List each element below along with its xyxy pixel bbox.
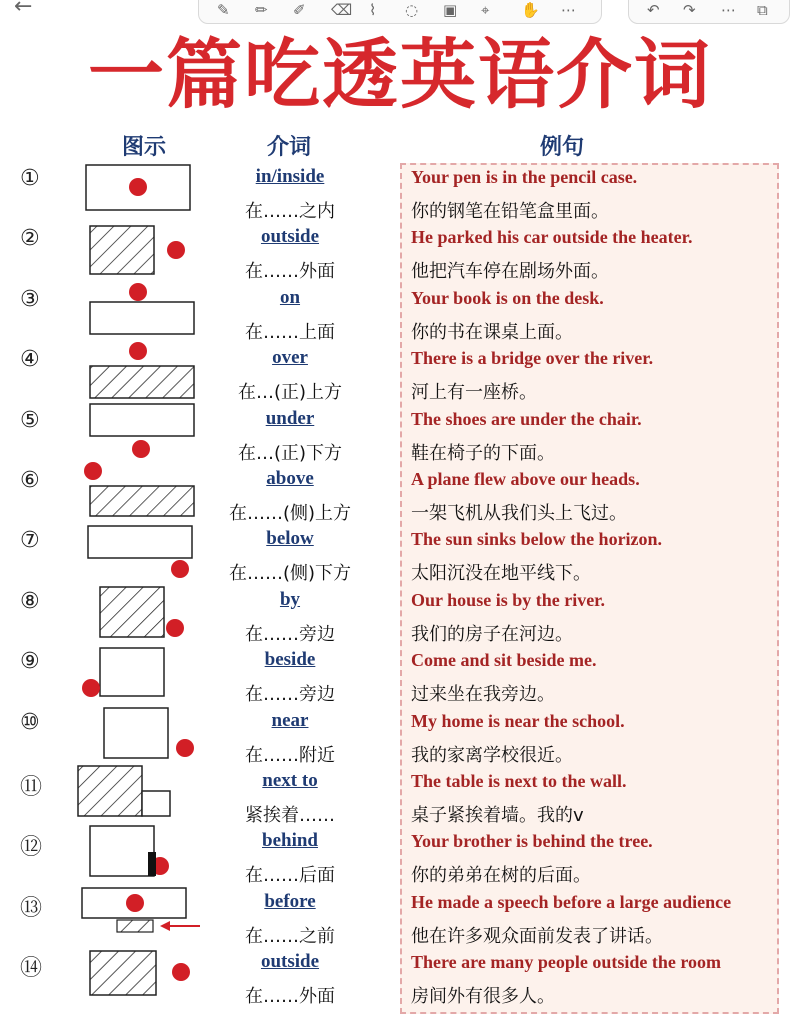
preposition-word: beside <box>264 649 316 671</box>
shape-icon[interactable]: ◌ <box>405 1 419 19</box>
row-number: ② <box>20 226 40 252</box>
preposition-word: below <box>266 528 314 550</box>
preposition-word: outside <box>260 951 320 973</box>
example-english: Your pen is in the pencil case. <box>411 167 638 187</box>
diagram-below <box>88 526 192 578</box>
example-english: There is a bridge over the river. <box>411 348 654 369</box>
preposition-word: before <box>264 890 316 912</box>
diagram-outside <box>90 226 185 274</box>
preposition-word: under <box>265 407 315 429</box>
diagram-behind <box>90 826 169 876</box>
back-icon[interactable]: ← <box>14 0 33 19</box>
preposition-word: next to <box>262 770 318 791</box>
example-chinese: 我们的房子在河边。 <box>411 623 573 645</box>
example-chinese: 你的钢笔在铅笔盒里面。 <box>411 201 609 222</box>
page-title: 一篇吃透英语介词 <box>88 30 712 119</box>
preposition-word: above <box>266 468 314 489</box>
example-english: Our house is by the river. <box>411 589 606 610</box>
row-number: ③ <box>20 286 40 312</box>
example-chinese: 你的弟弟在树的后面。 <box>411 865 591 887</box>
row-number: ⑫ <box>20 835 43 861</box>
example-chinese: 房间外有很多人。 <box>411 986 555 1008</box>
preposition-meaning: 在……后面 <box>245 865 335 887</box>
more-icon[interactable]: ⋯ <box>721 1 736 19</box>
example-chinese: 过来坐在我旁边。 <box>411 684 555 706</box>
preposition-meaning: 在…(正)上方 <box>237 382 343 404</box>
more-tools-icon[interactable]: ⋯ <box>561 1 576 19</box>
example-english: Your brother is behind the tree. <box>411 831 653 852</box>
redo-icon[interactable]: ↷ <box>683 1 696 19</box>
preposition-meaning: 在……旁边 <box>245 684 335 706</box>
pen-icon[interactable]: ✎ <box>217 1 230 19</box>
diagram-by <box>100 587 184 637</box>
hand-icon[interactable]: ✋ <box>521 1 540 19</box>
row-number: ⑬ <box>20 895 43 921</box>
diagram-on <box>90 283 194 334</box>
preposition-meaning: 在……附近 <box>245 744 335 766</box>
copy-icon[interactable]: ⧉ <box>757 1 768 19</box>
example-chinese: 太阳沉没在地平线下。 <box>411 563 591 585</box>
example-chinese: 河上有一座桥。 <box>411 382 537 404</box>
preposition-word: on <box>279 286 301 308</box>
example-english: My home is near the school. <box>411 710 625 731</box>
example-english: He parked his car outside the heater. <box>411 227 693 248</box>
row-number: ⑧ <box>20 588 40 614</box>
example-chinese: 他把汽车停在剧场外面。 <box>411 261 609 283</box>
example-chinese: 鞋在椅子的下面。 <box>411 442 555 464</box>
row-number: ⑦ <box>20 528 40 554</box>
preposition-word: in/inside <box>255 166 325 187</box>
example-chinese: 一架飞机从我们头上飞过。 <box>411 503 627 524</box>
preposition-word: by <box>279 588 301 610</box>
preposition-meaning: 在……(侧)下方 <box>228 563 352 585</box>
example-chinese: 他在许多观众面前发表了讲话。 <box>411 925 663 947</box>
preposition-meaning: 在……上面 <box>245 321 335 343</box>
example-english: Your book is on the desk. <box>411 287 604 308</box>
preposition-meaning: 在……外面 <box>245 261 335 283</box>
pencil-icon[interactable]: ✏ <box>255 1 268 19</box>
diagram-before <box>82 888 200 932</box>
preposition-word: outside <box>260 226 320 248</box>
diagram-in <box>86 165 190 210</box>
example-english: The sun sinks below the horizon. <box>411 529 663 550</box>
example-chinese: 桌子紧挨着墙。我的v <box>411 805 584 826</box>
header-example: 例句 <box>540 135 585 160</box>
preposition-meaning: 在……之前 <box>245 925 335 947</box>
preposition-meaning: 紧挨着…… <box>245 805 335 826</box>
preposition-meaning: 在……旁边 <box>245 623 335 645</box>
row-number: ⑨ <box>20 649 40 675</box>
example-english: The shoes are under the chair. <box>411 408 642 429</box>
example-english: He made a speech before a large audience <box>411 891 732 912</box>
example-chinese: 我的家离学校很近。 <box>411 744 573 766</box>
preposition-word: over <box>272 347 308 369</box>
example-english: Come and sit beside me. <box>411 650 597 671</box>
preposition-meaning: 在…(正)下方 <box>237 442 343 464</box>
diagram-beside <box>82 648 164 697</box>
example-english: The table is next to the wall. <box>411 771 627 791</box>
header-preposition: 介词 <box>267 135 312 160</box>
diagram-over <box>90 342 194 398</box>
undo-icon[interactable]: ↶ <box>647 1 660 19</box>
example-english: There are many people outside the room <box>411 952 721 973</box>
eraser-icon[interactable]: ⌫ <box>331 1 353 19</box>
diagram-above <box>84 462 194 516</box>
example-english: A plane flew above our heads. <box>411 469 640 489</box>
pin-icon[interactable]: ⌖ <box>481 1 490 19</box>
row-number: ⑭ <box>20 956 43 982</box>
row-number: ⑤ <box>20 407 40 433</box>
row-number: ⑥ <box>20 468 40 493</box>
diagram-next-to <box>78 766 170 816</box>
preposition-word: behind <box>262 830 318 852</box>
preposition-meaning: 在……之内 <box>245 201 335 222</box>
row-number: ⑪ <box>20 775 43 800</box>
header-diagram: 图示 <box>122 135 167 160</box>
row-number: ⑩ <box>20 709 40 735</box>
diagram-under <box>90 404 194 458</box>
diagram-near <box>104 708 194 758</box>
row-number: ① <box>20 166 40 191</box>
row-number: ④ <box>20 347 40 373</box>
preposition-word: near <box>271 709 309 731</box>
marker-icon[interactable]: ✐ <box>293 1 306 19</box>
example-chinese: 你的书在课桌上面。 <box>411 321 573 343</box>
diagram-outside-2 <box>90 951 190 995</box>
preposition-meaning: 在……(侧)上方 <box>228 503 352 524</box>
image-icon[interactable]: ▣ <box>443 1 458 19</box>
preposition-meaning: 在……外面 <box>245 986 335 1008</box>
lasso-icon[interactable]: ⌇ <box>369 1 377 19</box>
